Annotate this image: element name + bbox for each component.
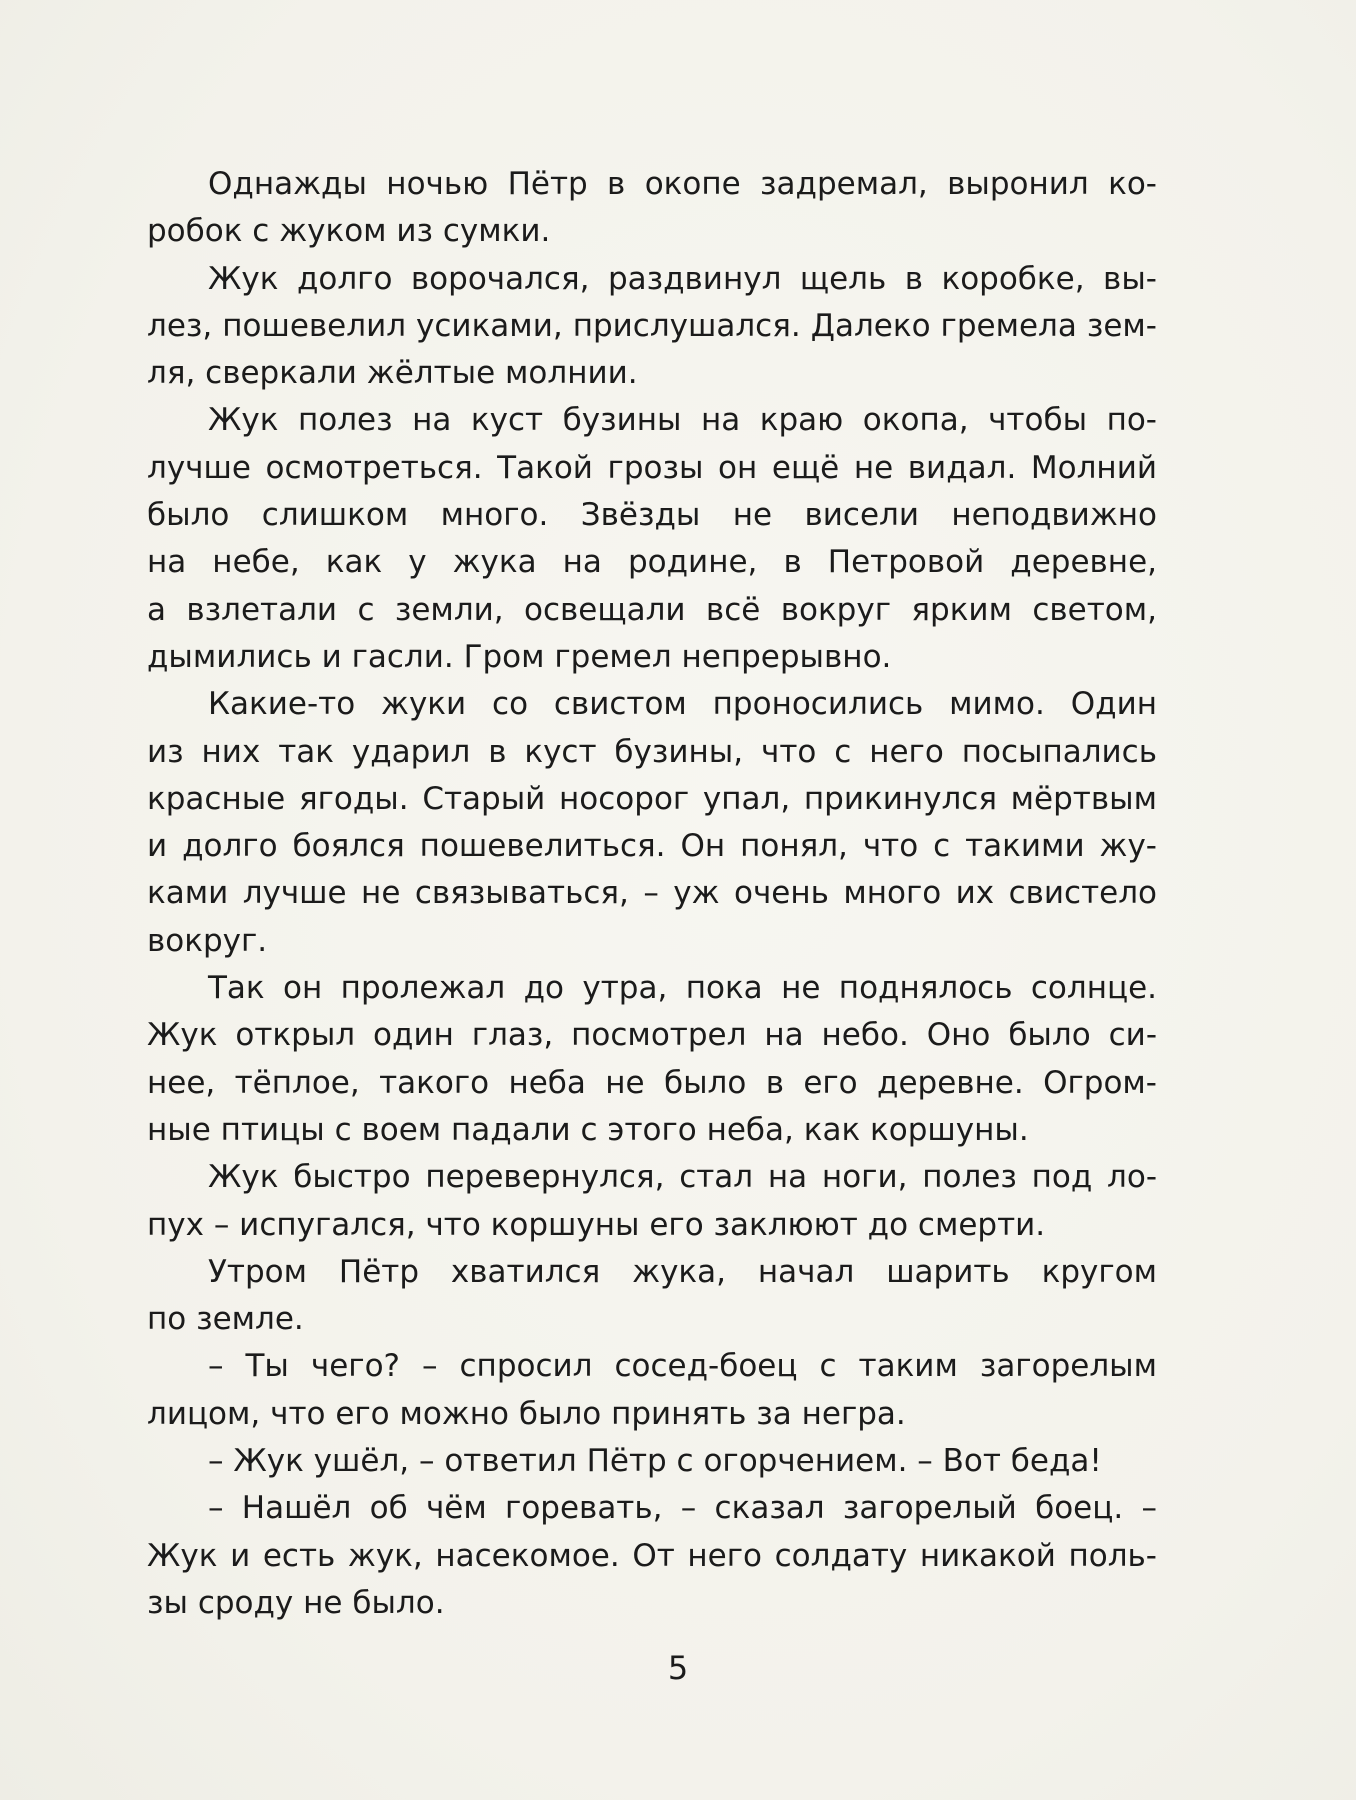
text-line: – Ты чего? – спросил сосед-боец с таким загорелым — [208, 1348, 1157, 1385]
text-line: зы сроду не было. — [147, 1584, 445, 1621]
text-line: Жук и есть жук, насекомое. От него солдату никакой поль- — [147, 1537, 1157, 1574]
text-line: и долго боялся пошевелиться. Он понял, что с такими жу- — [147, 828, 1157, 865]
text-line: было слишком много. Звёзды не висели неподвижно — [147, 497, 1157, 534]
text-line: Утром Пётр хватился жука, начал шарить кругом — [208, 1253, 1157, 1290]
text-line: Жук долго ворочался, раздвинул щель в коробке, вы- — [208, 260, 1157, 297]
text-line: красные ягоды. Старый носорог упал, прикинулся мёртвым — [147, 780, 1157, 817]
text-line: на небе, как у жука на родине, в Петровой деревне, — [147, 544, 1157, 581]
text-line: а взлетали с земли, освещали всё вокруг ярким светом, — [147, 591, 1157, 628]
text-line: пух – испугался, что коршуны его заклюют до смерти. — [147, 1206, 1046, 1243]
text-line: лучше осмотреться. Такой грозы он ещё не видал. Молний — [147, 449, 1157, 486]
text-line: Какие-то жуки со свистом проносились мимо. Один — [208, 686, 1157, 723]
text-line: Жук быстро перевернулся, стал на ноги, полез под ло- — [208, 1159, 1157, 1196]
body-text — [147, 161, 1157, 1627]
text-line: нее, тёплое, такого неба не было в его деревне. Огром- — [147, 1064, 1157, 1101]
text-line: лез, пошевелил усиками, прислушался. Далеко гремела зем- — [147, 307, 1157, 344]
text-line: Так он пролежал до утра, пока не поднялось солнце. — [208, 970, 1157, 1007]
text-line: – Нашёл об чём горевать, – сказал загорелый боец. – — [208, 1490, 1157, 1527]
text-line: дымились и гасли. Гром гремел непрерывно. — [147, 638, 892, 675]
text-line: Жук открыл один глаз, посмотрел на небо. Оно было си- — [147, 1017, 1157, 1054]
text-line: по земле. — [147, 1301, 304, 1338]
text-line: робок с жуком из сумки. — [147, 213, 551, 250]
text-line: вокруг. — [147, 922, 268, 959]
text-line: лицом, что его можно было принять за негра. — [147, 1395, 906, 1432]
text-line: ные птицы с воем падали с этого неба, как коршуны. — [147, 1111, 1029, 1148]
text-line: из них так ударил в куст бузины, что с него посыпались — [147, 733, 1157, 770]
text-line: Жук полез на куст бузины на краю окопа, чтобы по- — [208, 402, 1157, 439]
text-line: ками лучше не связываться, – уж очень много их свистело — [147, 875, 1157, 912]
text-line: Однажды ночью Пётр в окопе задремал, выронил ко- — [208, 166, 1157, 202]
text-line: ля, сверкали жёлтые молнии. — [147, 355, 638, 392]
page-number: 5 — [667, 1649, 689, 1687]
text-line: – Жук ушёл, – ответил Пётр с огорчением. – Вот беда! — [208, 1443, 1102, 1480]
